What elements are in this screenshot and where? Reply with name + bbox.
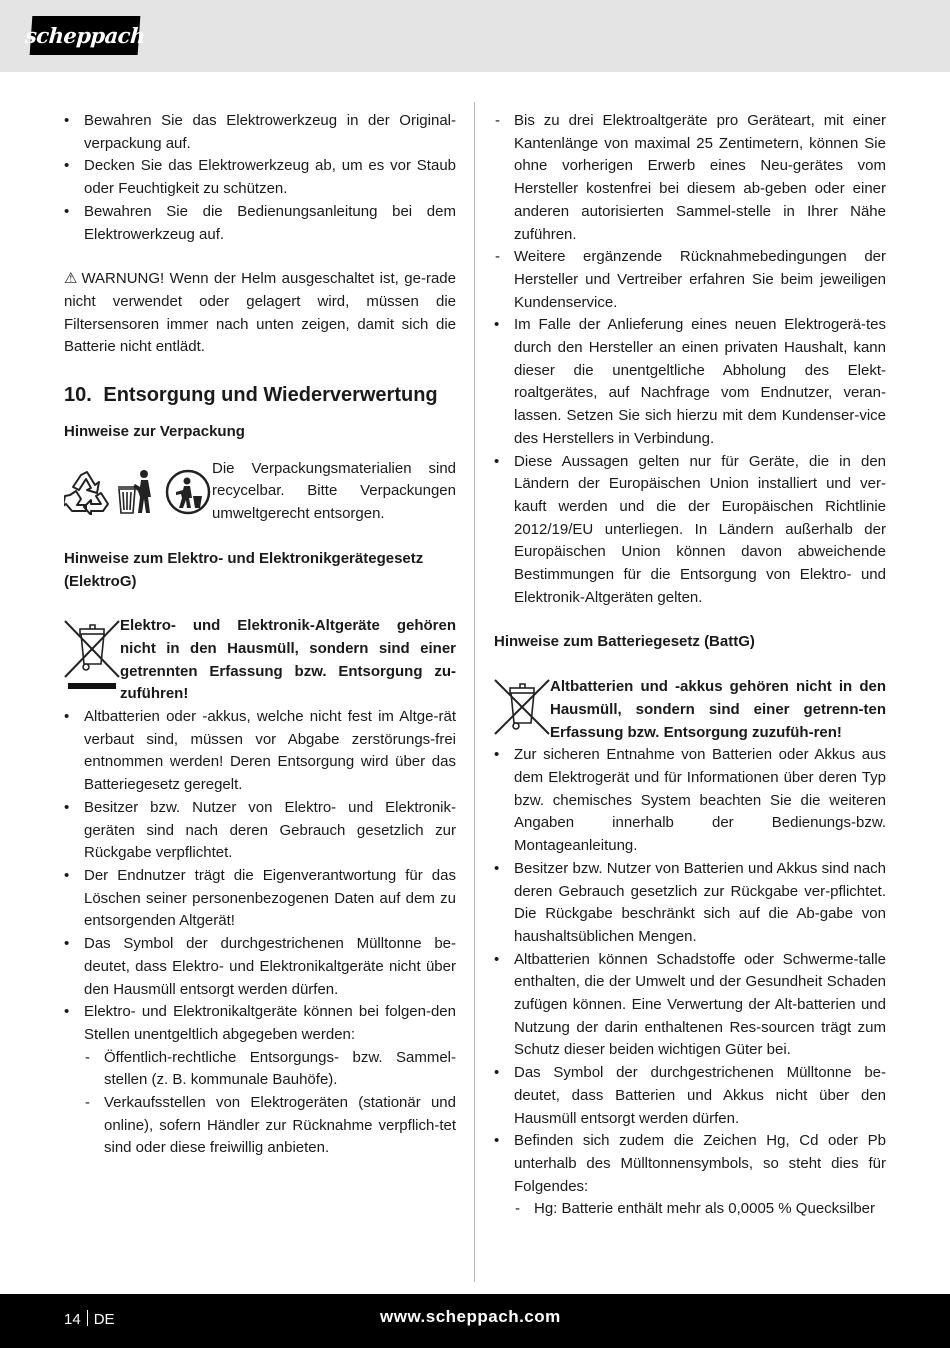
separator (87, 1310, 88, 1326)
language-code: DE (93, 1311, 115, 1328)
recycle-icon (64, 469, 110, 515)
list-item: • Zur sicheren Entnahme von Batterien oder Akkus aus dem Elektrogerät und für Informationen über deren Typ bzw. chemisches System beachten Sie die weiteren Angaben innerhalb der Bedienungs-bzw. Montageanleitung. (494, 744, 886, 858)
weee-notice (64, 615, 456, 706)
dash-item: - Verkaufsstellen von Elektrogeräten (stationär und online), sofern Händler zur Rücknahme verpflich-tet sind oder diese freiwillig anbieten. (84, 1092, 456, 1160)
list-item: • Das Symbol der durchgestrichenen Mülltonne be-deutet, dass Elektro- und Elektronikaltgeräte nicht über den Hausmüll entsorgt werden dürfen. (64, 933, 456, 1001)
list-item (494, 1130, 886, 1221)
list-item: • Besitzer bzw. Nutzer von Elektro- und Elektronik-geräten sind nach deren Gebrauch gesetzlich zur Rückgabe verpflichtet. (64, 797, 456, 865)
left-column (64, 110, 456, 1160)
column-divider (474, 102, 475, 1282)
list-item-text: Elektro- und Elektronikaltgeräte können bei folgen-den Stellen unentgeltlich abgegeben werden: (84, 1003, 456, 1043)
chemical-symbols-list (514, 1198, 886, 1221)
packaging-text: Die Verpackungsmaterialien sind recycelbar. Bitte Verpackungen umweltgerecht entsorgen. (212, 459, 456, 523)
elektrog-heading: Hinweise zum Elektro- und Elektronikgerätegesetz (ElektroG) (64, 549, 424, 590)
dispose-properly-icon (164, 468, 212, 516)
crossed-bin-icon (494, 676, 550, 736)
list-item: • Der Endnutzer trägt die Eigenverantwortung für das Löschen seiner personenbezogenen Daten auf dem zu entsorgenden Altgerät! (64, 865, 456, 933)
page-number (64, 1310, 115, 1328)
list-item (64, 1001, 456, 1160)
dash-item: - Weitere ergänzende Rücknahmebedingungen der Hersteller und Vertreiber erfahren Sie beim jeweiligen Kundenservice. (494, 246, 886, 314)
packaging-block (64, 458, 456, 526)
tidyman-bin-icon (117, 469, 157, 515)
weee-notice-text: Elektro- und Elektronik-Altgeräte gehören nicht in den Hausmüll, sondern sind einer getrennten Erfassung bzw. Entsorgung zu-zuführen! (120, 617, 456, 703)
list-item: • Altbatterien können Schadstoffe oder Schwerme-talle enthalten, die der Umwelt und der Gesundheit Schaden zufügen können. Eine Verwertung der Alt-batterien und Nutzung der darin enthaltenen Res-sourcen trägt zum Schutz dieser beiden wichtigen Güter bei. (494, 949, 886, 1063)
page-footer (0, 1294, 950, 1348)
list-item-text: Befinden sich zudem die Zeichen Hg, Cd oder Pb unterhalb des Mülltonnensymbols, so steht dies für Folgendes: (514, 1132, 886, 1195)
right-column (494, 110, 886, 1221)
dash-item: - Hg: Batterie enthält mehr als 0,0005 % Quecksilber (514, 1198, 886, 1221)
list-item: • Bewahren Sie die Bedienungsanleitung bei dem Elektrowerkzeug auf. (64, 201, 456, 246)
battery-notice (494, 676, 886, 744)
battg-list (494, 744, 886, 1221)
delivery-list (494, 314, 886, 609)
warning-paragraph (64, 268, 456, 359)
list-item: • Im Falle der Anlieferung eines neuen Elektrogerä-tes durch den Hersteller an einen privaten Haushalt, kann dieser die unentgeltliche Abholung des Elekt-roaltgerätes, auf Nachfrage vom Endnutzer, veran-lassen. Setzen Sie sich hierzu mit dem Kundenser-vice des Herstellers in Verbindung. (494, 314, 886, 450)
page-header (0, 0, 950, 72)
elektrog-list (64, 706, 456, 1160)
packaging-heading: Hinweise zur Verpackung (64, 423, 245, 441)
website-url[interactable]: www.scheppach.com (380, 1307, 561, 1326)
list-item: • Altbatterien oder -akkus, welche nicht fest im Altge-rät verbaut sind, müssen vor Abgabe zerstörungs-frei entnommen werden! Deren Entsorgung wird über das Batteriegesetz geregelt. (64, 706, 456, 797)
return-conditions-list (494, 110, 886, 314)
packaging-icons (64, 458, 212, 526)
dash-item: - Bis zu drei Elektroaltgeräte pro Geräteart, mit einer Kantenlänge von maximal 25 Zentimetern, können Sie ohne vorherigen Erwerb eines Neu-gerätes vom Hersteller kostenfrei bei diesem ab-geben oder einer anderen autorisierten Sammel-stelle in Ihrer Nähe zuführen. (494, 110, 886, 246)
section-title: Entsorgung und Wiederverwertung (103, 384, 438, 407)
list-item: • Das Symbol der durchgestrichenen Mülltonne be-deutet, dass Batterien und Akkus nicht über den Hausmüll entsorgt werden dürfen. (494, 1062, 886, 1130)
section-heading (64, 383, 456, 407)
dash-item: - Öffentlich-rechtliche Entsorgungs- bzw. Sammel-stellen (z. B. kommunale Bauhöfe). (84, 1047, 456, 1092)
list-item: • Besitzer bzw. Nutzer von Batterien und Akkus sind nach deren Gebrauch gesetzlich zur Rückgabe ver-pflichtet. Die Rückgabe beschränkt sich auf die Ab-gabe von haushaltsüblichen Mengen. (494, 858, 886, 949)
storage-list (64, 110, 456, 246)
crossed-bin-icon (64, 615, 120, 691)
collection-points-list (84, 1047, 456, 1161)
battery-notice-text: Altbatterien und -akkus gehören nicht in den Hausmüll, sondern sind einer getrenn-ten Erfassung bzw. Entsorgung zuzufüh-ren! (550, 678, 886, 741)
section-number: 10. (64, 384, 92, 407)
list-item: • Diese Aussagen gelten nur für Geräte, die in den Ländern der Europäischen Union installiert und ver-kauft werden und die der Europäischen Richtlinie 2012/19/EU unterliegen. In Ländern außerhalb der Europäischen Union können davon abweichende Bestimmungen für die Entsorgung von Elektro- und Elektronik-Altgeräten gelten. (494, 451, 886, 610)
page-number-value: 14 (64, 1311, 81, 1328)
list-item: • Bewahren Sie das Elektrowerkzeug in der Original-verpackung auf. (64, 110, 456, 155)
scheppach-logo: scheppach (30, 16, 141, 55)
warning-text: WARNUNG! Wenn der Helm ausgeschaltet ist, ge-rade nicht verwendet oder gelagert wird, müssen die Filtersensoren immer nach unten zeigen, damit sich die Batterie nicht entlädt. (64, 270, 456, 356)
list-item: • Decken Sie das Elektrowerkzeug ab, um es vor Staub oder Feuchtigkeit zu schützen. (64, 155, 456, 200)
warning-icon: ⚠ (64, 270, 78, 288)
battg-heading: Hinweise zum Batteriegesetz (BattG) (494, 633, 755, 651)
